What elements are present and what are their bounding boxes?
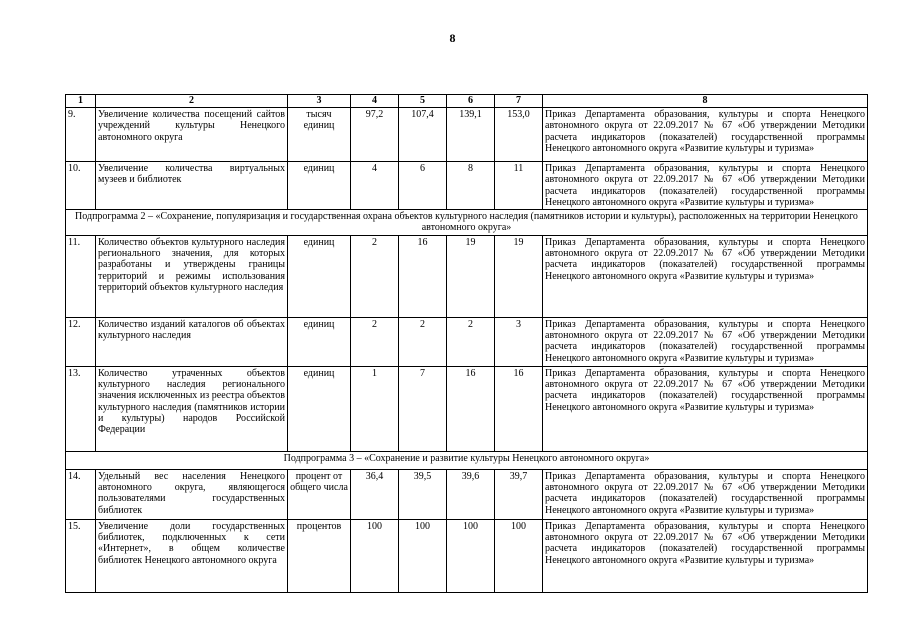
indicator-value: 100: [399, 519, 447, 592]
column-number: 8: [543, 95, 868, 108]
indicator-value: 16: [399, 235, 447, 317]
unit-of-measure: тысяч единиц: [288, 108, 351, 162]
indicator-row: [66, 235, 868, 317]
indicator-value: 153,0: [495, 108, 543, 162]
indicator-value: 36,4: [351, 469, 399, 519]
column-number: 7: [495, 95, 543, 108]
table-body: [66, 95, 868, 593]
unit-of-measure: процентов: [288, 519, 351, 592]
row-number: 13.: [66, 366, 96, 451]
method-document: Приказ Департамента образования, культуры и спорта Ненецкого автономного округа от 22.09.2017 № 67 «Об утверждении Методики расчета индикаторов (показателей) государственной программы Ненецкого автономного округа «Развитие культуры и туризма»: [543, 519, 868, 592]
indicator-row: [66, 519, 868, 592]
method-document: Приказ Департамента образования, культуры и спорта Ненецкого автономного округа от 22.09.2017 № 67 «Об утверждении Методики расчета индикаторов (показателей) государственной программы Ненецкого автономного округа «Развитие культуры и туризма»: [543, 235, 868, 317]
unit-of-measure: единиц: [288, 366, 351, 451]
page-number: 8: [449, 31, 456, 45]
unit-of-measure: единиц: [288, 317, 351, 366]
indicator-value: 107,4: [399, 108, 447, 162]
indicator-value: 1: [351, 366, 399, 451]
indicator-value: 2: [351, 317, 399, 366]
row-number: 14.: [66, 469, 96, 519]
indicator-value: 16: [447, 366, 495, 451]
column-number: 2: [96, 95, 288, 108]
column-number: 6: [447, 95, 495, 108]
column-number: 5: [399, 95, 447, 108]
indicator-name: Увеличение количества посещений сайтов учреждений культуры Ненецкого автономного округа: [96, 108, 288, 162]
indicator-value: 100: [447, 519, 495, 592]
indicator-value: 2: [351, 235, 399, 317]
column-number-header-row: [66, 95, 868, 108]
indicator-name: Увеличение количества виртуальных музеев и библиотек: [96, 162, 288, 210]
subprogram-title: Подпрограмма 3 – «Сохранение и развитие культуры Ненецкого автономного округа»: [66, 451, 868, 469]
indicator-value: 100: [351, 519, 399, 592]
indicator-value: 3: [495, 317, 543, 366]
indicator-row: [66, 108, 868, 162]
indicator-name: Количество изданий каталогов об объектах культурного наследия: [96, 317, 288, 366]
indicator-value: 100: [495, 519, 543, 592]
indicator-row: [66, 366, 868, 451]
row-number: 9.: [66, 108, 96, 162]
indicator-row: [66, 469, 868, 519]
row-number: 15.: [66, 519, 96, 592]
row-number: 11.: [66, 235, 96, 317]
indicator-value: 39,7: [495, 469, 543, 519]
indicator-value: 97,2: [351, 108, 399, 162]
subprogram-row: [66, 210, 868, 236]
indicator-value: 7: [399, 366, 447, 451]
method-document: Приказ Департамента образования, культуры и спорта Ненецкого автономного округа от 22.09.2017 № 67 «Об утверждении Методики расчета индикаторов (показателей) государственной программы Ненецкого автономного округа «Развитие культуры и туризма»: [543, 317, 868, 366]
indicator-value: 2: [399, 317, 447, 366]
method-document: Приказ Департамента образования, культуры и спорта Ненецкого автономного округа от 22.09.2017 № 67 «Об утверждении Методики расчета индикаторов (показателей) государственной программы Ненецкого автономного округа «Развитие культуры и туризма»: [543, 162, 868, 210]
column-number: 1: [66, 95, 96, 108]
indicators-table: [65, 94, 868, 593]
indicator-value: 16: [495, 366, 543, 451]
unit-of-measure: единиц: [288, 235, 351, 317]
subprogram-title: Подпрограмма 2 – «Сохранение, популяризация и государственная охрана объектов культурного наследия (памятников истории и культуры), расположенных на территории Ненецкого автономного округа»: [66, 210, 868, 236]
indicator-value: 8: [447, 162, 495, 210]
indicator-value: 39,5: [399, 469, 447, 519]
indicator-value: 139,1: [447, 108, 495, 162]
indicator-name: Удельный вес населения Ненецкого автономного округа, являющегося пользователями государственных библиотек: [96, 469, 288, 519]
indicator-value: 6: [399, 162, 447, 210]
unit-of-measure: единиц: [288, 162, 351, 210]
row-number: 10.: [66, 162, 96, 210]
unit-of-measure: процент от общего числа: [288, 469, 351, 519]
indicator-value: 19: [447, 235, 495, 317]
indicator-value: 2: [447, 317, 495, 366]
indicator-value: 19: [495, 235, 543, 317]
indicator-value: 11: [495, 162, 543, 210]
method-document: Приказ Департамента образования, культуры и спорта Ненецкого автономного округа от 22.09.2017 № 67 «Об утверждении Методики расчета индикаторов (показателей) государственной программы Ненецкого автономного округа «Развитие культуры и туризма»: [543, 108, 868, 162]
indicator-row: [66, 162, 868, 210]
column-number: 4: [351, 95, 399, 108]
column-number: 3: [288, 95, 351, 108]
method-document: Приказ Департамента образования, культуры и спорта Ненецкого автономного округа от 22.09.2017 № 67 «Об утверждении Методики расчета индикаторов (показателей) государственной программы Ненецкого автономного округа «Развитие культуры и туризма»: [543, 469, 868, 519]
indicator-name: Количество утраченных объектов культурного наследия регионального значения исключенных из реестра объектов культурного наследия (памятников истории и культуры) народов Российской Федерации: [96, 366, 288, 451]
indicator-value: 39,6: [447, 469, 495, 519]
indicator-row: [66, 317, 868, 366]
indicator-value: 4: [351, 162, 399, 210]
row-number: 12.: [66, 317, 96, 366]
subprogram-row: [66, 451, 868, 469]
method-document: Приказ Департамента образования, культуры и спорта Ненецкого автономного округа от 22.09.2017 № 67 «Об утверждении Методики расчета индикаторов (показателей) государственной программы Ненецкого автономного округа «Развитие культуры и туризма»: [543, 366, 868, 451]
indicator-name: Количество объектов культурного наследия регионального значения, для которых разработаны и утверждены границы территорий и режимы использования территорий объектов культурного наследия: [96, 235, 288, 317]
indicator-name: Увеличение доли государственных библиотек, подключенных к сети «Интернет», в общем количестве библиотек Ненецкого автономного округа: [96, 519, 288, 592]
